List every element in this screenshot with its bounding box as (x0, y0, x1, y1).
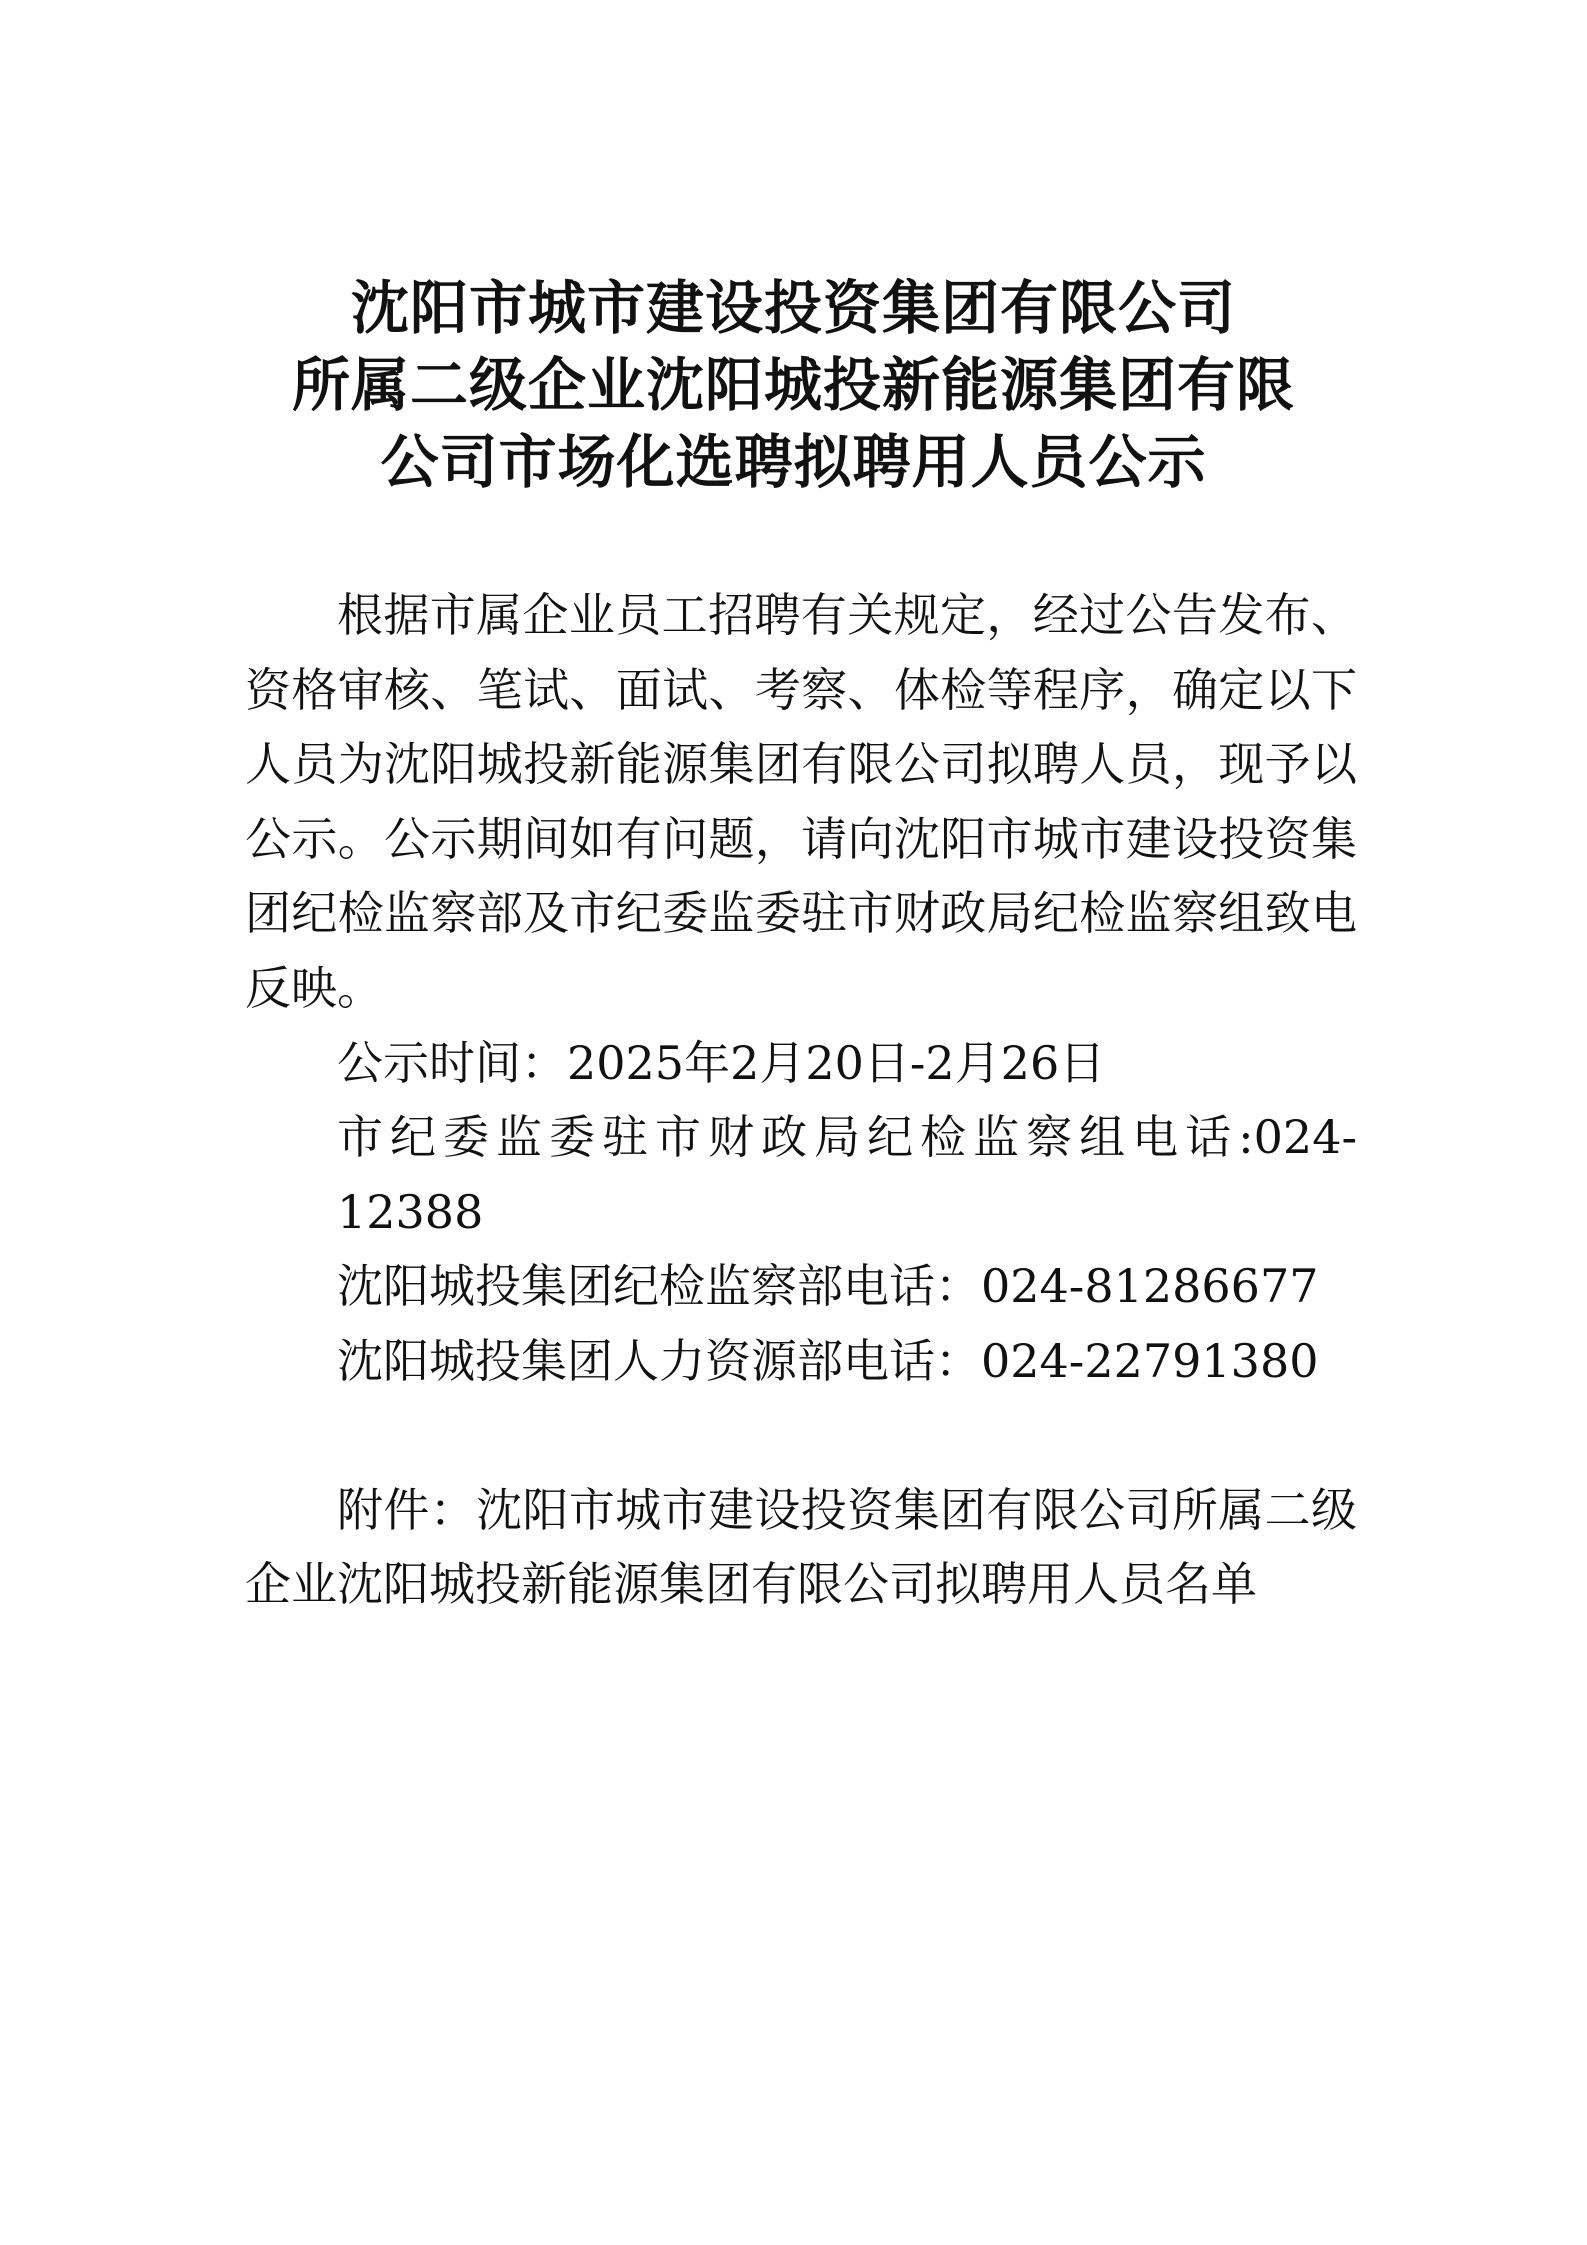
attachment-section (245, 1473, 1357, 1622)
announcement-info (245, 1026, 1357, 1399)
attachment-note: 附件：沈阳市城市建设投资集团有限公司所属二级企业沈阳城投新能源集团有限公司拟聘用人员名单 (245, 1482, 1357, 1612)
title-line-2: 所属二级企业沈阳城投新能源集团有限 (291, 351, 1295, 419)
document-title (0, 270, 1587, 501)
title-line-3: 公司市场化选聘拟聘用人员公示 (380, 428, 1207, 496)
announcement-body (245, 578, 1357, 1026)
publicity-period: 公示时间：2025年2月20日-2月26日 (337, 1035, 1106, 1090)
contact-line-1: 市纪委监委驻市财政局纪检监察组电话:024-12388 (337, 1110, 1357, 1239)
main-paragraph: 根据市属企业员工招聘有关规定，经过公告发布、资格审核、笔试、面试、考察、体检等程序，确定以下人员为沈阳城投新能源集团有限公司拟聘人员，现予以公示。公示期间如有问题，请向沈阳市城市建设投资集团纪检监察部及市纪委监委驻市财政局纪检监察组致电反映。 (245, 588, 1357, 1015)
contact-line-2: 沈阳城投集团纪检监察部电话：024-81286677 (337, 1259, 1319, 1314)
title-line-1: 沈阳市城市建设投资集团有限公司 (350, 274, 1236, 342)
contact-line-3: 沈阳城投集团人力资源部电话：024-22791380 (337, 1333, 1319, 1388)
